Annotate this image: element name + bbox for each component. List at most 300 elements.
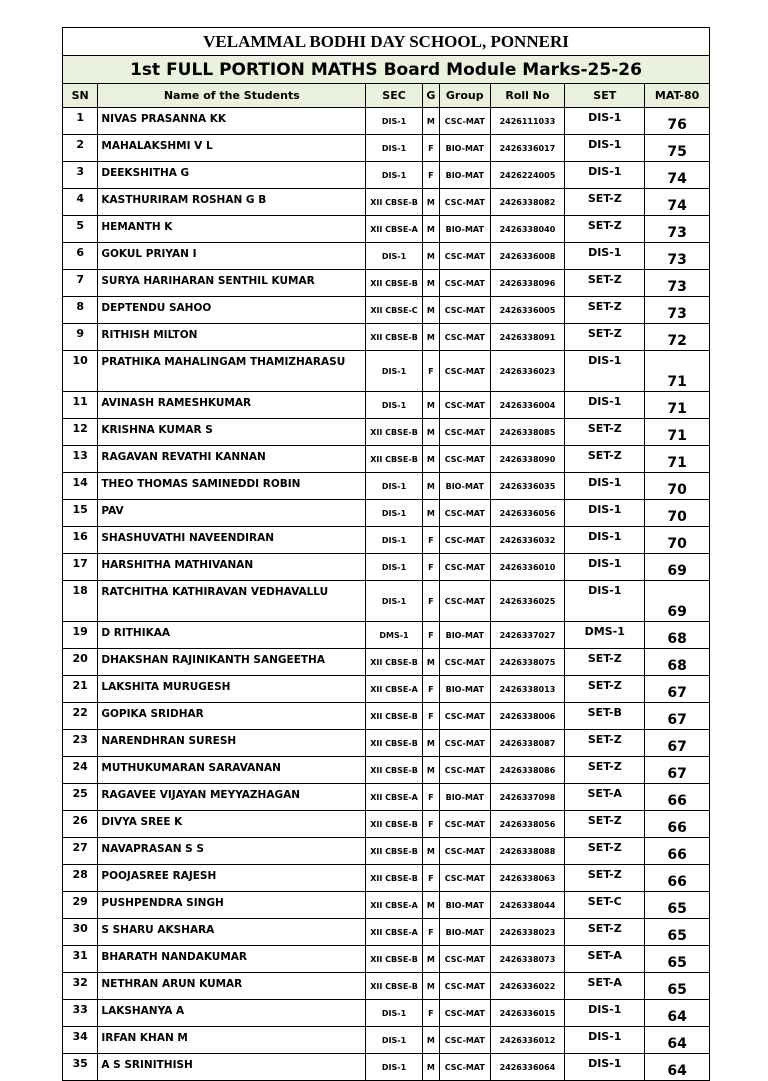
gender-cell: M [422, 473, 439, 500]
section-cell: DIS-1 [366, 527, 423, 554]
group-cell: CSC-MAT [440, 324, 491, 351]
student-name-cell: BHARATH NANDAKUMAR [98, 946, 366, 973]
set-cell: DIS-1 [565, 581, 645, 622]
gender-cell: M [422, 392, 439, 419]
roll-number-cell: 2426338056 [490, 811, 565, 838]
section-cell: XII CBSE-B [366, 270, 423, 297]
table-row [63, 108, 710, 135]
set-cell: SET-Z [565, 838, 645, 865]
gender-cell: F [422, 703, 439, 730]
table-row [63, 946, 710, 973]
section-cell: XII CBSE-B [366, 973, 423, 1000]
group-cell: CSC-MAT [440, 1027, 491, 1054]
roll-number-cell: 2426338085 [490, 419, 565, 446]
section-cell: DIS-1 [366, 392, 423, 419]
table-row [63, 162, 710, 189]
mark-cell: 69 [645, 554, 710, 581]
section-cell: DIS-1 [366, 162, 423, 189]
mark-cell: 71 [645, 419, 710, 446]
student-name-cell: SHASHUVATHI NAVEENDIRAN [98, 527, 366, 554]
group-cell: CSC-MAT [440, 730, 491, 757]
student-name-cell: MUTHUKUMARAN SARAVANAN [98, 757, 366, 784]
mark-cell: 71 [645, 392, 710, 419]
student-name-cell: GOPIKA SRIDHAR [98, 703, 366, 730]
roll-number-cell: 2426338087 [490, 730, 565, 757]
section-cell: DIS-1 [366, 1027, 423, 1054]
section-cell: XII CBSE-B [366, 446, 423, 473]
table-row [63, 527, 710, 554]
mark-cell: 68 [645, 649, 710, 676]
roll-number-cell: 2426338082 [490, 189, 565, 216]
section-cell: DIS-1 [366, 473, 423, 500]
gender-cell: M [422, 324, 439, 351]
student-name-cell: NAVAPRASAN S S [98, 838, 366, 865]
gender-cell: F [422, 784, 439, 811]
roll-number-cell: 2426338096 [490, 270, 565, 297]
roll-number-cell: 2426338075 [490, 649, 565, 676]
roll-number-cell: 2426338023 [490, 919, 565, 946]
student-name-cell: PUSHPENDRA SINGH [98, 892, 366, 919]
section-cell: XII CBSE-B [366, 649, 423, 676]
mark-cell: 68 [645, 622, 710, 649]
group-cell: BIO-MAT [440, 784, 491, 811]
gender-cell: F [422, 554, 439, 581]
set-cell: SET-Z [565, 919, 645, 946]
table-row [63, 892, 710, 919]
table-row [63, 135, 710, 162]
set-cell: SET-Z [565, 649, 645, 676]
mark-cell: 67 [645, 757, 710, 784]
mark-cell: 66 [645, 784, 710, 811]
mark-cell: 67 [645, 676, 710, 703]
section-cell: XII CBSE-B [366, 757, 423, 784]
table-row [63, 216, 710, 243]
set-cell: SET-Z [565, 757, 645, 784]
section-cell: DIS-1 [366, 554, 423, 581]
section-cell: DIS-1 [366, 1000, 423, 1027]
student-name-cell: HARSHITHA MATHIVANAN [98, 554, 366, 581]
serial-number-cell: 12 [63, 419, 98, 446]
serial-number-cell: 5 [63, 216, 98, 243]
set-cell: DIS-1 [565, 243, 645, 270]
section-cell: XII CBSE-B [366, 946, 423, 973]
roll-number-cell: 2426336023 [490, 351, 565, 392]
serial-number-cell: 11 [63, 392, 98, 419]
serial-number-cell: 28 [63, 865, 98, 892]
section-cell: DIS-1 [366, 500, 423, 527]
serial-number-cell: 22 [63, 703, 98, 730]
student-name-cell: THEO THOMAS SAMINEDDI ROBIN [98, 473, 366, 500]
mark-cell: 74 [645, 162, 710, 189]
roll-number-cell: 2426336025 [490, 581, 565, 622]
group-cell: BIO-MAT [440, 892, 491, 919]
section-cell: XII CBSE-B [366, 419, 423, 446]
student-name-cell: GOKUL PRIYAN I [98, 243, 366, 270]
student-name-cell: PAV [98, 500, 366, 527]
serial-number-cell: 27 [63, 838, 98, 865]
set-cell: DIS-1 [565, 473, 645, 500]
header-sn: SN [63, 84, 98, 108]
roll-number-cell: 2426338090 [490, 446, 565, 473]
group-cell: CSC-MAT [440, 946, 491, 973]
table-row [63, 973, 710, 1000]
table-row [63, 919, 710, 946]
table-row [63, 649, 710, 676]
table-row [63, 446, 710, 473]
gender-cell: M [422, 892, 439, 919]
group-cell: BIO-MAT [440, 676, 491, 703]
section-cell: DIS-1 [366, 1054, 423, 1081]
mark-cell: 64 [645, 1000, 710, 1027]
serial-number-cell: 8 [63, 297, 98, 324]
roll-number-cell: 2426338063 [490, 865, 565, 892]
serial-number-cell: 19 [63, 622, 98, 649]
section-cell: DIS-1 [366, 135, 423, 162]
header-roll: Roll No [490, 84, 565, 108]
student-name-cell: PRATHIKA MAHALINGAM THAMIZHARASU [98, 351, 366, 392]
header-mark: MAT-80 [645, 84, 710, 108]
set-cell: SET-Z [565, 189, 645, 216]
table-row [63, 189, 710, 216]
mark-cell: 70 [645, 473, 710, 500]
gender-cell: F [422, 162, 439, 189]
student-name-cell: DHAKSHAN RAJINIKANTH SANGEETHA [98, 649, 366, 676]
group-cell: CSC-MAT [440, 108, 491, 135]
mark-cell: 70 [645, 500, 710, 527]
table-row [63, 1000, 710, 1027]
student-name-cell: AVINASH RAMESHKUMAR [98, 392, 366, 419]
group-cell: CSC-MAT [440, 297, 491, 324]
roll-number-cell: 2426338006 [490, 703, 565, 730]
header-name: Name of the Students [98, 84, 366, 108]
set-cell: SET-Z [565, 216, 645, 243]
mark-cell: 66 [645, 865, 710, 892]
mark-cell: 65 [645, 946, 710, 973]
section-cell: XII CBSE-A [366, 784, 423, 811]
serial-number-cell: 29 [63, 892, 98, 919]
gender-cell: M [422, 446, 439, 473]
serial-number-cell: 16 [63, 527, 98, 554]
marks-table [62, 27, 710, 1081]
gender-cell: M [422, 1054, 439, 1081]
table-row [63, 730, 710, 757]
group-cell: BIO-MAT [440, 216, 491, 243]
serial-number-cell: 21 [63, 676, 98, 703]
section-cell: XII CBSE-B [366, 838, 423, 865]
roll-number-cell: 2426111033 [490, 108, 565, 135]
gender-cell: M [422, 189, 439, 216]
roll-number-cell: 2426338073 [490, 946, 565, 973]
group-cell: CSC-MAT [440, 554, 491, 581]
student-name-cell: RATCHITHA KATHIRAVAN VEDHAVALLU [98, 581, 366, 622]
gender-cell: M [422, 216, 439, 243]
set-cell: DIS-1 [565, 1054, 645, 1081]
mark-cell: 67 [645, 730, 710, 757]
serial-number-cell: 15 [63, 500, 98, 527]
mark-cell: 64 [645, 1054, 710, 1081]
serial-number-cell: 33 [63, 1000, 98, 1027]
roll-number-cell: 2426336012 [490, 1027, 565, 1054]
table-row [63, 703, 710, 730]
table-row [63, 500, 710, 527]
student-name-cell: NIVAS PRASANNA KK [98, 108, 366, 135]
roll-number-cell: 2426336035 [490, 473, 565, 500]
table-row [63, 757, 710, 784]
student-name-cell: NETHRAN ARUN KUMAR [98, 973, 366, 1000]
roll-number-cell: 2426336064 [490, 1054, 565, 1081]
student-name-cell: DEEKSHITHA G [98, 162, 366, 189]
student-name-cell: IRFAN KHAN M [98, 1027, 366, 1054]
roll-number-cell: 2426224005 [490, 162, 565, 189]
mark-cell: 71 [645, 351, 710, 392]
serial-number-cell: 1 [63, 108, 98, 135]
section-cell: XII CBSE-C [366, 297, 423, 324]
student-name-cell: DIVYA SREE K [98, 811, 366, 838]
set-cell: SET-Z [565, 419, 645, 446]
gender-cell: F [422, 527, 439, 554]
mark-cell: 66 [645, 838, 710, 865]
student-name-cell: MAHALAKSHMI V L [98, 135, 366, 162]
student-name-cell: D RITHIKAA [98, 622, 366, 649]
gender-cell: F [422, 865, 439, 892]
table-row [63, 1027, 710, 1054]
set-cell: SET-Z [565, 446, 645, 473]
gender-cell: M [422, 500, 439, 527]
gender-cell: M [422, 757, 439, 784]
school-title: VELAMMAL BODHI DAY SCHOOL, PONNERI [63, 28, 710, 56]
roll-number-cell: 2426338088 [490, 838, 565, 865]
set-cell: DIS-1 [565, 527, 645, 554]
mark-cell: 73 [645, 216, 710, 243]
serial-number-cell: 25 [63, 784, 98, 811]
student-name-cell: NARENDHRAN SURESH [98, 730, 366, 757]
gender-cell: M [422, 649, 439, 676]
gender-cell: F [422, 919, 439, 946]
serial-number-cell: 24 [63, 757, 98, 784]
group-cell: CSC-MAT [440, 270, 491, 297]
roll-number-cell: 2426336015 [490, 1000, 565, 1027]
serial-number-cell: 30 [63, 919, 98, 946]
gender-cell: M [422, 419, 439, 446]
group-cell: CSC-MAT [440, 446, 491, 473]
gender-cell: M [422, 1027, 439, 1054]
group-cell: CSC-MAT [440, 1000, 491, 1027]
table-row [63, 838, 710, 865]
section-cell: DIS-1 [366, 351, 423, 392]
mark-cell: 66 [645, 811, 710, 838]
roll-number-cell: 2426338091 [490, 324, 565, 351]
mark-cell: 72 [645, 324, 710, 351]
table-row [63, 554, 710, 581]
set-cell: SET-Z [565, 324, 645, 351]
gender-cell: F [422, 622, 439, 649]
gender-cell: F [422, 1000, 439, 1027]
mark-cell: 65 [645, 973, 710, 1000]
serial-number-cell: 9 [63, 324, 98, 351]
section-cell: DMS-1 [366, 622, 423, 649]
roll-number-cell: 2426336017 [490, 135, 565, 162]
section-cell: XII CBSE-A [366, 892, 423, 919]
group-cell: CSC-MAT [440, 243, 491, 270]
roll-number-cell: 2426338013 [490, 676, 565, 703]
group-cell: CSC-MAT [440, 527, 491, 554]
gender-cell: F [422, 676, 439, 703]
group-cell: CSC-MAT [440, 581, 491, 622]
group-cell: BIO-MAT [440, 622, 491, 649]
mark-cell: 73 [645, 297, 710, 324]
header-sec: SEC [366, 84, 423, 108]
section-cell: XII CBSE-B [366, 189, 423, 216]
serial-number-cell: 14 [63, 473, 98, 500]
mark-cell: 75 [645, 135, 710, 162]
mark-cell: 76 [645, 108, 710, 135]
roll-number-cell: 2426337098 [490, 784, 565, 811]
student-name-cell: LAKSHITA MURUGESH [98, 676, 366, 703]
set-cell: DIS-1 [565, 392, 645, 419]
gender-cell: M [422, 297, 439, 324]
student-name-cell: POOJASREE RAJESH [98, 865, 366, 892]
section-cell: DIS-1 [366, 581, 423, 622]
serial-number-cell: 17 [63, 554, 98, 581]
mark-cell: 64 [645, 1027, 710, 1054]
section-cell: XII CBSE-B [366, 703, 423, 730]
group-cell: BIO-MAT [440, 473, 491, 500]
table-row [63, 676, 710, 703]
roll-number-cell: 2426338040 [490, 216, 565, 243]
section-cell: XII CBSE-B [366, 865, 423, 892]
mark-cell: 73 [645, 270, 710, 297]
mark-cell: 65 [645, 892, 710, 919]
table-row [63, 473, 710, 500]
serial-number-cell: 13 [63, 446, 98, 473]
set-cell: SET-B [565, 703, 645, 730]
group-cell: CSC-MAT [440, 703, 491, 730]
serial-number-cell: 35 [63, 1054, 98, 1081]
student-name-cell: RAGAVAN REVATHI KANNAN [98, 446, 366, 473]
exam-title: 1st FULL PORTION MATHS Board Module Marks-25-26 [63, 56, 710, 84]
table-row [63, 297, 710, 324]
group-cell: CSC-MAT [440, 838, 491, 865]
table-row [63, 784, 710, 811]
gender-cell: M [422, 108, 439, 135]
table-row [63, 622, 710, 649]
set-cell: SET-Z [565, 730, 645, 757]
serial-number-cell: 26 [63, 811, 98, 838]
student-name-cell: KASTHURIRAM ROSHAN G B [98, 189, 366, 216]
table-row [63, 865, 710, 892]
serial-number-cell: 34 [63, 1027, 98, 1054]
mark-cell: 67 [645, 703, 710, 730]
student-name-cell: RAGAVEE VIJAYAN MEYYAZHAGAN [98, 784, 366, 811]
student-name-cell: HEMANTH K [98, 216, 366, 243]
student-name-cell: SURYA HARIHARAN SENTHIL KUMAR [98, 270, 366, 297]
serial-number-cell: 4 [63, 189, 98, 216]
group-cell: CSC-MAT [440, 757, 491, 784]
group-cell: CSC-MAT [440, 419, 491, 446]
serial-number-cell: 23 [63, 730, 98, 757]
gender-cell: F [422, 811, 439, 838]
section-cell: DIS-1 [366, 243, 423, 270]
group-cell: CSC-MAT [440, 392, 491, 419]
set-cell: SET-A [565, 973, 645, 1000]
table-row [63, 324, 710, 351]
gender-cell: F [422, 135, 439, 162]
roll-number-cell: 2426336056 [490, 500, 565, 527]
set-cell: SET-Z [565, 297, 645, 324]
gender-cell: F [422, 351, 439, 392]
serial-number-cell: 20 [63, 649, 98, 676]
set-cell: DIS-1 [565, 500, 645, 527]
group-cell: BIO-MAT [440, 135, 491, 162]
group-cell: CSC-MAT [440, 973, 491, 1000]
gender-cell: M [422, 730, 439, 757]
group-cell: CSC-MAT [440, 865, 491, 892]
header-group: Group [440, 84, 491, 108]
table-row [63, 811, 710, 838]
group-cell: CSC-MAT [440, 1054, 491, 1081]
mark-cell: 65 [645, 919, 710, 946]
section-cell: XII CBSE-A [366, 676, 423, 703]
group-cell: CSC-MAT [440, 500, 491, 527]
header-set: SET [565, 84, 645, 108]
mark-cell: 74 [645, 189, 710, 216]
set-cell: SET-Z [565, 270, 645, 297]
section-cell: DIS-1 [366, 108, 423, 135]
table-row [63, 419, 710, 446]
set-cell: DIS-1 [565, 1027, 645, 1054]
roll-number-cell: 2426337027 [490, 622, 565, 649]
student-name-cell: A S SRINITHISH [98, 1054, 366, 1081]
set-cell: DIS-1 [565, 108, 645, 135]
mark-cell: 71 [645, 446, 710, 473]
group-cell: BIO-MAT [440, 919, 491, 946]
student-name-cell: KRISHNA KUMAR S [98, 419, 366, 446]
set-cell: SET-Z [565, 865, 645, 892]
set-cell: SET-Z [565, 811, 645, 838]
section-cell: XII CBSE-B [366, 324, 423, 351]
table-row [63, 351, 710, 392]
serial-number-cell: 18 [63, 581, 98, 622]
roll-number-cell: 2426338044 [490, 892, 565, 919]
gender-cell: M [422, 243, 439, 270]
group-cell: CSC-MAT [440, 189, 491, 216]
table-row [63, 581, 710, 622]
set-cell: DMS-1 [565, 622, 645, 649]
mark-cell: 69 [645, 581, 710, 622]
student-name-cell: LAKSHANYA A [98, 1000, 366, 1027]
serial-number-cell: 2 [63, 135, 98, 162]
roll-number-cell: 2426336008 [490, 243, 565, 270]
table-row [63, 243, 710, 270]
set-cell: SET-A [565, 784, 645, 811]
set-cell: SET-C [565, 892, 645, 919]
set-cell: SET-Z [565, 676, 645, 703]
roll-number-cell: 2426336004 [490, 392, 565, 419]
section-cell: XII CBSE-B [366, 730, 423, 757]
serial-number-cell: 6 [63, 243, 98, 270]
roll-number-cell: 2426338086 [490, 757, 565, 784]
serial-number-cell: 31 [63, 946, 98, 973]
gender-cell: M [422, 973, 439, 1000]
set-cell: DIS-1 [565, 554, 645, 581]
set-cell: DIS-1 [565, 135, 645, 162]
serial-number-cell: 3 [63, 162, 98, 189]
mark-cell: 73 [645, 243, 710, 270]
set-cell: DIS-1 [565, 162, 645, 189]
gender-cell: M [422, 838, 439, 865]
section-cell: XII CBSE-A [366, 919, 423, 946]
table-row [63, 1054, 710, 1081]
